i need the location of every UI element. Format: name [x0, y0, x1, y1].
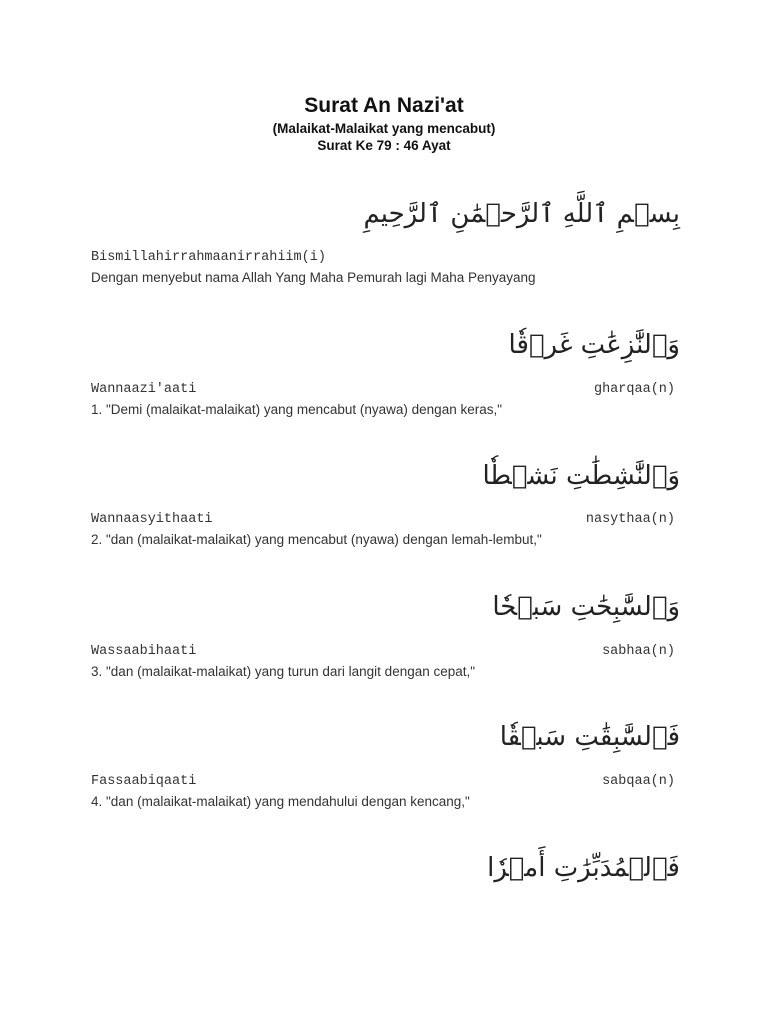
verse-2-meaning: 2. "dan (malaikat-malaikat) yang mencabut (nyawa) dengan lemah-lembut,": [91, 532, 542, 547]
surah-info: Surat Ke 79 : 46 Ayat: [317, 138, 451, 153]
verse-3-arabic: وَٱلسَّٰبِحَٰتِ سَبۡحٗا: [492, 592, 680, 622]
verse-1-arabic: وَٱلنَّٰزِعَٰتِ غَرۡقٗا: [508, 330, 680, 360]
translit-start: Fassaabiqaati: [91, 774, 197, 789]
translit-end: nasythaa(n): [585, 512, 675, 527]
basmalah-arabic: بِسۡمِ ٱللَّهِ ٱلرَّحۡمَٰنِ ٱلرَّحِيمِ: [363, 199, 680, 229]
verse-4-meaning: 4. "dan (malaikat-malaikat) yang mendahului dengan kencang,": [91, 794, 470, 809]
verse-2-transliteration: [91, 511, 675, 528]
page-title: Surat An Nazi'at: [304, 94, 464, 117]
document-header: [0, 92, 768, 154]
verse-5-arabic: فَٱلۡمُدَبِّرَٰتِ أَمۡرٗا: [487, 853, 680, 883]
verse-1-transliteration: [91, 381, 675, 398]
verse-1-meaning: 1. "Demi (malaikat-malaikat) yang mencabut (nyawa) dengan keras,": [91, 402, 503, 417]
translit-start: Wannaasyithaati: [91, 512, 213, 527]
page-subtitle: (Malaikat-Malaikat yang mencabut): [272, 121, 496, 136]
translit-start: Bismillahirrahmaanirrahiim(i): [91, 250, 326, 265]
translit-start: Wannaazi'aati: [91, 382, 197, 397]
verse-3-meaning: 3. "dan (malaikat-malaikat) yang turun dari langit dengan cepat,": [91, 664, 476, 679]
basmalah-meaning: Dengan menyebut nama Allah Yang Maha Pemurah lagi Maha Penyayang: [91, 270, 536, 285]
translit-end: gharqaa(n): [593, 382, 675, 397]
translit-end: sabqaa(n): [602, 774, 675, 789]
verse-2-arabic: وَٱلنَّٰشِطَٰتِ نَشۡطٗا: [482, 461, 680, 491]
verse-3-transliteration: [91, 643, 675, 660]
basmalah-transliteration: [91, 249, 675, 266]
verse-4-arabic: فَٱلسَّٰبِقَٰتِ سَبۡقٗا: [499, 722, 680, 752]
translit-start: Wassaabihaati: [91, 644, 197, 659]
translit-end: sabhaa(n): [602, 644, 675, 659]
verse-4-transliteration: [91, 773, 675, 790]
